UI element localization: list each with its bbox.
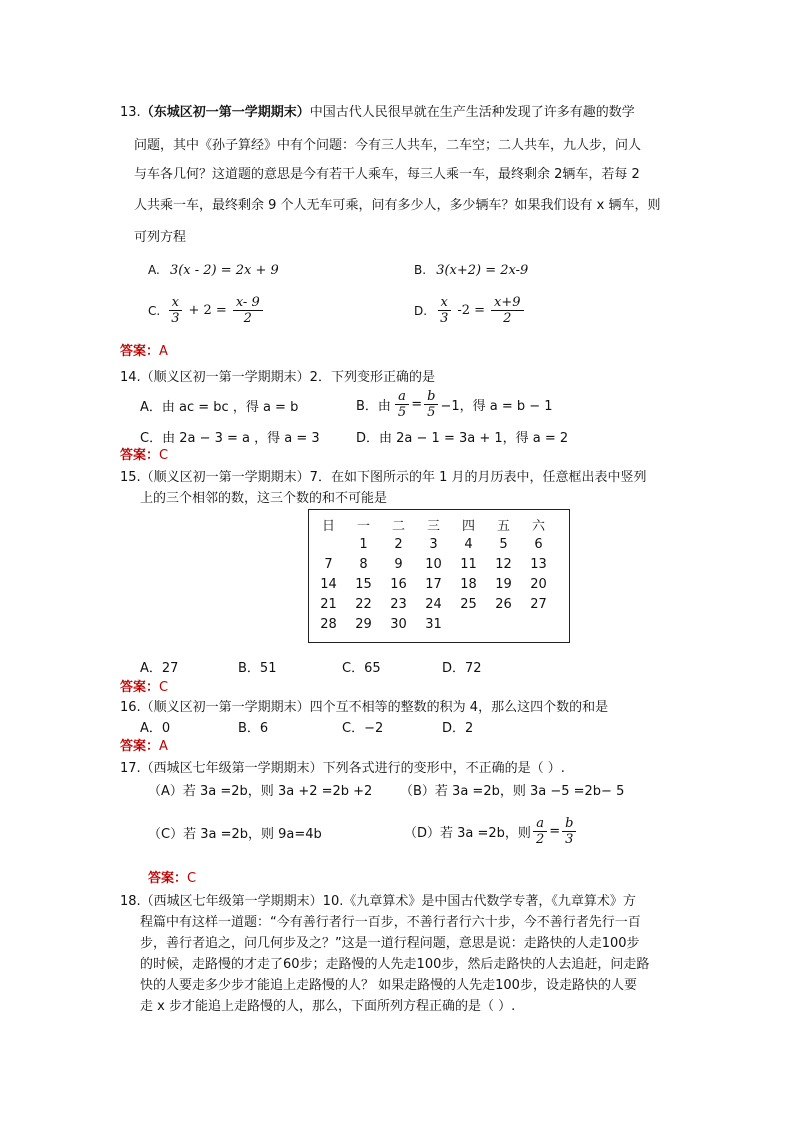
q13-option-c-fraction-2-numerator: x- 9 (233, 295, 263, 311)
q16-answer-label: 答案： (120, 739, 160, 754)
q18-line-4: 的时候，走路慢的才走了60步；走路慢的人先走100步，然后走路快的人去追赶，问走路 (140, 957, 650, 972)
q13-number: 13. (120, 105, 141, 120)
q14-option-d: D．由 2a − 1 = 3a + 1，得 a = 2 (356, 431, 569, 446)
calendar-cell: 16 (390, 576, 407, 592)
calendar-header-row (311, 514, 556, 534)
calendar-cell (311, 534, 346, 554)
q13-option-d (414, 295, 526, 326)
q14-option-b-prefix: B．由 (356, 399, 391, 414)
q16-option-c: C．−2 (342, 721, 384, 736)
q13-option-b-label: B. (414, 263, 427, 277)
q17-answer-label: 答案： (148, 871, 188, 886)
q18-line-3: 步，善行者追之，问几何步及之？”这是一道行程问题，意思是说：走路快的人走100步 (140, 936, 640, 951)
q13-text-1: 中国古代人民很早就在生产生活种发现了许多有趣的数学 (309, 105, 635, 120)
q13-option-c-fraction-1 (168, 295, 182, 326)
calendar-cell: 7 (324, 556, 333, 572)
calendar-cell (451, 614, 486, 634)
q16-option-b: B．6 (238, 721, 269, 736)
q17-answer (148, 870, 196, 888)
q13-option-d-fraction-1-numerator: x (438, 295, 451, 311)
calendar-row (311, 614, 556, 634)
calendar-row (311, 574, 556, 594)
q18-line-5: 快的人要走多少步才能追上走路慢的人？ 如果走路慢的人先走100步，设走路快的人要 (140, 978, 637, 993)
q13-option-d-fraction-2-numerator: x+9 (491, 295, 524, 311)
q13-answer-label: 答案： (120, 344, 160, 359)
calendar-cell: 15 (355, 576, 372, 592)
q14-option-b-fraction-1-numerator: a (395, 389, 409, 405)
q16-option-d: D．2 (442, 721, 474, 736)
q15-option-a: A．27 (140, 661, 179, 676)
q15-option-d: D．72 (442, 661, 482, 676)
q15-answer-label: 答案： (120, 680, 160, 695)
q14-option-b-equals: = (411, 397, 423, 412)
q14-answer-label: 答案： (120, 448, 160, 463)
q15-line-1: 15.（顺义区初一第一学期期末）7．在如下图所示的年 1 月的月历表中，任意框出表中竖列 (120, 470, 647, 485)
calendar-row (311, 554, 556, 574)
q13-source: （东城区初一第一学期期末） (140, 105, 310, 120)
q16-answer (120, 738, 168, 756)
q14-answer-value: C (159, 448, 169, 463)
calendar-cell (521, 614, 556, 634)
q13-option-c (148, 295, 265, 326)
calendar-cell (486, 614, 521, 634)
calendar-cell: 22 (355, 596, 372, 612)
calendar-table (311, 514, 556, 634)
q13-option-d-fraction-2 (491, 295, 524, 326)
q14-option-b-fraction-1 (395, 389, 409, 420)
q13-line-2: 问题，其中《孙子算经》中有个问题：今有三人共车，二车空；二人共车，九人步，问人 (134, 138, 642, 153)
q15-line-2: 上的三个相邻的数，这三个数的和不可能是 (140, 491, 388, 506)
calendar-header-cell: 一 (356, 518, 370, 534)
q13-option-c-fraction-2-denominator: 2 (243, 311, 252, 326)
q17-option-d-fraction-1-numerator: a (533, 816, 547, 832)
calendar-header-cell: 日 (321, 518, 335, 534)
calendar-cell: 30 (390, 616, 407, 632)
q13-line-3: 与车各几何？这道题的意思是今有若干人乘车，每三人乘一车，最终剩余 2辆车，若每 2 (134, 167, 640, 182)
q13-option-d-fraction-1 (437, 295, 451, 326)
q17-option-d-prefix: （D）若 3a =2b，则 (404, 826, 531, 841)
q13-option-d-label: D. (414, 303, 428, 318)
calendar-header-cell: 五 (496, 518, 510, 534)
q17-option-d-fraction-2-denominator: 3 (565, 832, 574, 847)
calendar-cell: 29 (355, 616, 372, 632)
calendar-header-cell: 三 (426, 518, 440, 534)
q13-option-a-label: A. (148, 263, 160, 277)
q13-line-1 (120, 104, 635, 122)
calendar-cell: 28 (320, 616, 337, 632)
q13-answer (120, 343, 168, 361)
calendar-cell: 11 (460, 556, 477, 572)
q13-option-c-fraction-1-denominator: 3 (171, 311, 180, 326)
calendar-cell: 12 (495, 556, 512, 572)
calendar-cell: 1 (359, 536, 368, 552)
calendar-cell: 25 (460, 596, 477, 612)
calendar-cell: 18 (460, 576, 477, 592)
q14-option-b-fraction-2 (424, 389, 438, 420)
q15-option-b: B．51 (238, 661, 277, 676)
q14-option-b-suffix: −1，得 a = b − 1 (440, 399, 553, 414)
q14-stem: 14.（顺义区初一第一学期期末）2．下列变形正确的是 (120, 370, 435, 385)
q14-option-b (356, 389, 553, 420)
q13-option-d-middle: -2 = (457, 303, 486, 318)
calendar-cell: 24 (425, 596, 442, 612)
calendar-cell: 26 (495, 596, 512, 612)
q18-line-1: 18.（西城区七年级第一学期期末）10.《九章算术》是中国古代数学专著，《九章算术》方 (120, 894, 636, 909)
calendar-cell: 23 (390, 596, 407, 612)
q14-option-b-fraction-2-numerator: b (424, 389, 438, 405)
calendar-cell: 17 (425, 576, 442, 592)
calendar-cell: 4 (464, 536, 473, 552)
q17-answer-value: C (187, 871, 197, 886)
calendar-row (311, 534, 556, 554)
calendar-cell: 13 (530, 556, 547, 572)
q13-line-4: 人共乘一车，最终剩余 9 个人无车可乘，问有多少人，多少辆车？如果我们设有 x 辆车，则 (134, 198, 661, 213)
q16-answer-value: A (159, 739, 168, 754)
calendar-cell: 6 (534, 536, 543, 552)
q18-line-6: 走 x 步才能追上走路慢的人，那么，下面所列方程正确的是（ ）. (140, 999, 516, 1014)
q17-option-d-equals: = (549, 824, 561, 839)
q13-option-c-label: C. (148, 303, 161, 318)
q13-option-a-text: 3(x - 2) = 2x + 9 (169, 263, 279, 278)
q16-stem: 16.（顺义区初一第一学期期末）四个互不相等的整数的积为 4，那么这四个数的和是 (120, 700, 609, 715)
q17-option-d-fraction-1 (533, 816, 547, 847)
q14-option-a: A．由 ac = bc ，得 a = b (140, 400, 299, 415)
calendar-header-cell: 六 (531, 518, 545, 534)
q18-line-2: 程篇中有这样一道题：“今有善行者行一百步，不善行者行六十步，今不善行者先行一百 (140, 915, 641, 930)
calendar-cell: 27 (530, 596, 547, 612)
calendar-cell: 3 (429, 536, 438, 552)
q15-option-c: C．65 (342, 661, 381, 676)
q14-option-b-fraction-1-denominator: 5 (397, 405, 407, 420)
q17-option-c: （C）若 3a =2b，则 9a=4b (148, 827, 322, 842)
q15-answer-value: C (159, 680, 169, 695)
calendar-header-cell: 二 (391, 518, 405, 534)
q13-option-c-fraction-2 (233, 295, 263, 326)
q14-option-c: C．由 2a − 3 = a ，得 a = 3 (140, 431, 320, 446)
calendar-cell: 14 (320, 576, 337, 592)
q17-option-d-fraction-2-numerator: b (562, 816, 576, 832)
q17-option-d-fraction-1-denominator: 2 (535, 832, 545, 847)
q15-answer (120, 679, 168, 697)
q17-option-b: （B）若 3a =2b，则 3a −5 =2b− 5 (400, 784, 625, 799)
q13-option-c-middle: + 2 = (188, 303, 227, 318)
q13-option-b (414, 263, 528, 278)
q13-answer-value: A (159, 344, 168, 359)
q13-option-b-text: 3(x+2) = 2x-9 (436, 263, 529, 278)
calendar-box (308, 509, 570, 643)
q17-option-d (404, 816, 578, 847)
q14-answer (120, 447, 168, 465)
calendar-cell: 21 (320, 596, 337, 612)
calendar-cell: 19 (495, 576, 512, 592)
q13-option-d-fraction-1-denominator: 3 (440, 311, 449, 326)
calendar-cell: 31 (425, 616, 442, 632)
q17-option-a: （A）若 3a =2b，则 3a +2 =2b +2 (148, 784, 373, 799)
q13-option-a (148, 263, 279, 278)
q13-option-d-fraction-2-denominator: 2 (503, 311, 512, 326)
calendar-header-cell: 四 (461, 518, 475, 534)
q13-line-5: 可列方程 (134, 230, 187, 245)
calendar-cell: 2 (394, 536, 403, 552)
calendar-row (311, 594, 556, 614)
calendar-cell: 8 (359, 556, 368, 572)
q13-option-c-fraction-1-numerator: x (169, 295, 182, 311)
calendar-cell: 20 (530, 576, 547, 592)
q17-option-d-fraction-2 (562, 816, 576, 847)
calendar-cell: 9 (394, 556, 403, 572)
q14-option-b-fraction-2-denominator: 5 (427, 405, 436, 420)
calendar-cell: 10 (425, 556, 442, 572)
calendar-cell: 5 (499, 536, 508, 552)
q16-option-a: A．0 (140, 721, 171, 736)
q17-stem: 17.（西城区七年级第一学期期末）下列各式进行的变形中，不正确的是（ ）. (120, 761, 565, 776)
